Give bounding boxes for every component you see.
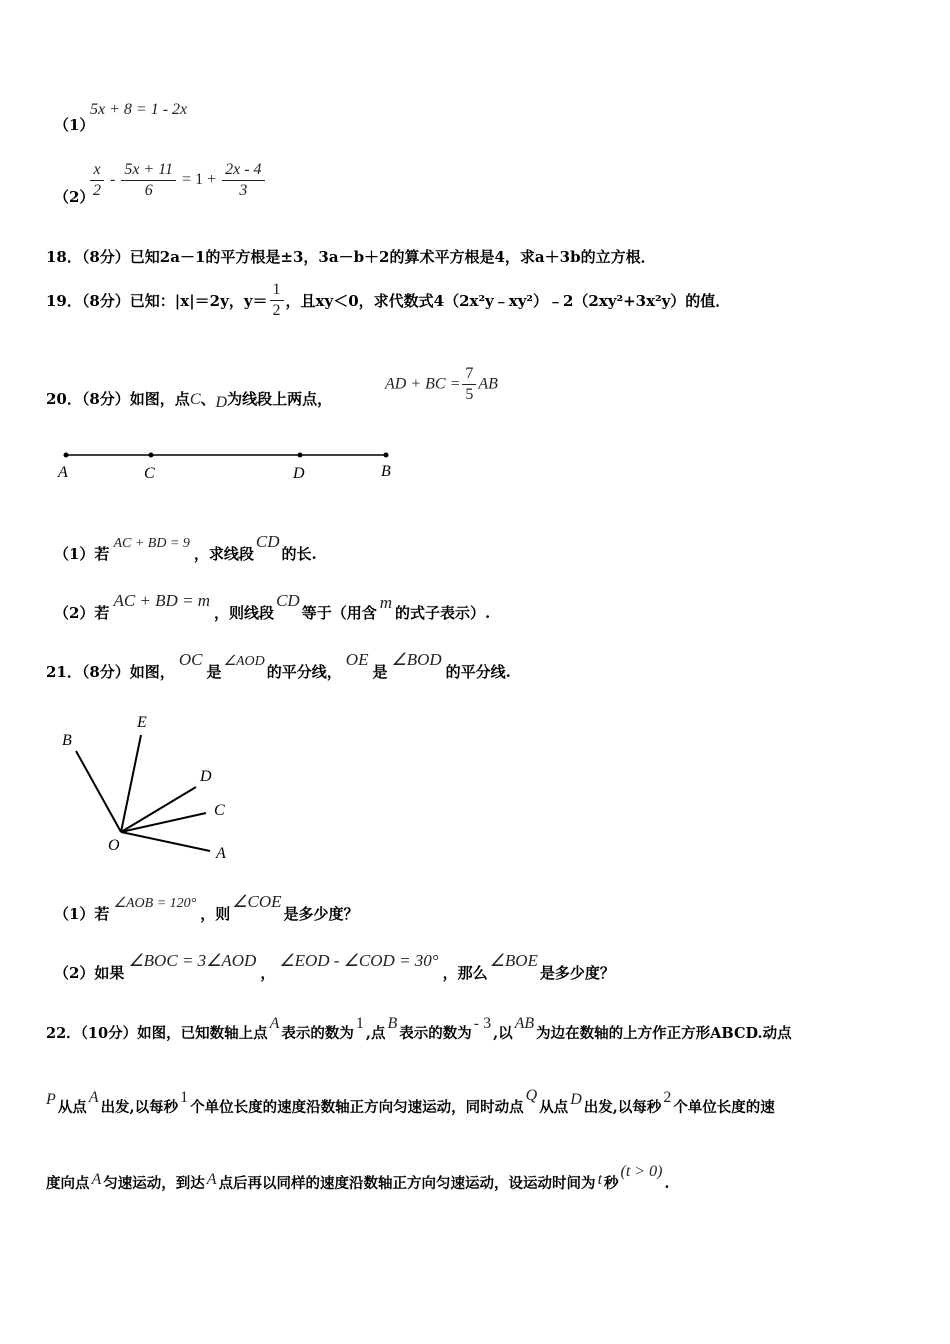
label-d: D (293, 465, 305, 482)
label-c: C (144, 465, 155, 482)
label-d: D (200, 768, 212, 785)
equation-17-1: 5x + 8 = 1 - 2x (90, 101, 188, 118)
problem-22-line-1: 22．（10分）如图，已知数轴上点A表示的数为1,点B表示的数为- 3,以AB为边在数轴的上方作正方形ABCD.动点 (46, 1015, 792, 1042)
problem-21-header: 21．（8分）如图，OC是∠AOD的平分线，OE是∠BOD的平分线. (46, 650, 511, 681)
problem-22-line-3: 度向点 A 匀速运动，到达 A 点后再以同样的速度沿数轴正方向匀速运动，设运动时间为 t 秒(t > 0). (46, 1163, 670, 1192)
part-label: （1） (54, 116, 95, 134)
label-c: C (214, 802, 225, 819)
part-label: （2） (54, 188, 95, 206)
label-e: E (137, 714, 147, 731)
problem-19: 19．（8分）已知：|x|＝2y，y＝ $\frac{1}{2}$ ，且xy＜0，求代数式4（2x²y﹣xy²）﹣2（2xy²+3x²y）的值． (46, 281, 731, 319)
ray-ob (76, 751, 121, 832)
problem-20-part-1: （1）若AC + BD = 9，求线段CD的长. (54, 532, 317, 563)
label-a: A (216, 845, 226, 862)
angle-figure (50, 705, 250, 870)
line-segment-figure (50, 440, 410, 490)
ray-oa (121, 832, 210, 851)
fraction: $\frac{x}{2}$ (90, 160, 104, 201)
point-b (384, 453, 389, 458)
point-c (149, 453, 154, 458)
ray-od (121, 787, 196, 832)
point-a (64, 453, 69, 458)
problem-20-part-2: （2）若AC + BD = m，则线段CD等于（用含m的式子表示）. (54, 591, 491, 622)
label-a: A (58, 464, 68, 481)
fraction: $\frac{2x - 4}{3}$ (222, 160, 264, 201)
equation-20: AD + BC = $\frac{7}{5}$ AB (385, 365, 498, 403)
ray-oe (121, 735, 141, 832)
rays (76, 735, 210, 851)
problem-21-part-2: （2）如果∠BOC = 3∠AOD，∠EOD - ∠COD = 30°，那么∠BOE是多少度？ (54, 951, 615, 982)
label-b: B (62, 732, 72, 749)
point-d (298, 453, 303, 458)
problem-21-part-1: （1）若∠AOB = 120°，则∠COE是多少度？ (54, 892, 359, 923)
ray-oc (121, 813, 206, 832)
problem-22-line-2: P 从点A出发,以每秒1个单位长度的速度沿数轴正方向匀速运动，同时动点Q从点 D 出发,以每秒2个单位长度的速 (46, 1087, 775, 1116)
problem-17-part-1 (54, 114, 94, 135)
equation-17-2: $\frac{x}{2}$ - $\frac{5x + 11}{6}$ = 1 + $\frac{2x - 4}{3}$ (88, 160, 267, 201)
problem-18: 18．（8分）已知2a－1的平方根是±3，3a－b＋2的算术平方根是4，求a＋3b的立方根． (46, 248, 656, 266)
label-o: O (108, 837, 120, 854)
fraction: $\frac{7}{5}$ (462, 364, 476, 405)
problem-20-header: 20．（8分）如图，点C、D为线段上两点， (46, 390, 333, 411)
fraction: $\frac{5x + 11}{6}$ (121, 160, 176, 201)
label-b: B (381, 463, 391, 480)
fraction: $\frac{1}{2}$ (270, 280, 284, 321)
